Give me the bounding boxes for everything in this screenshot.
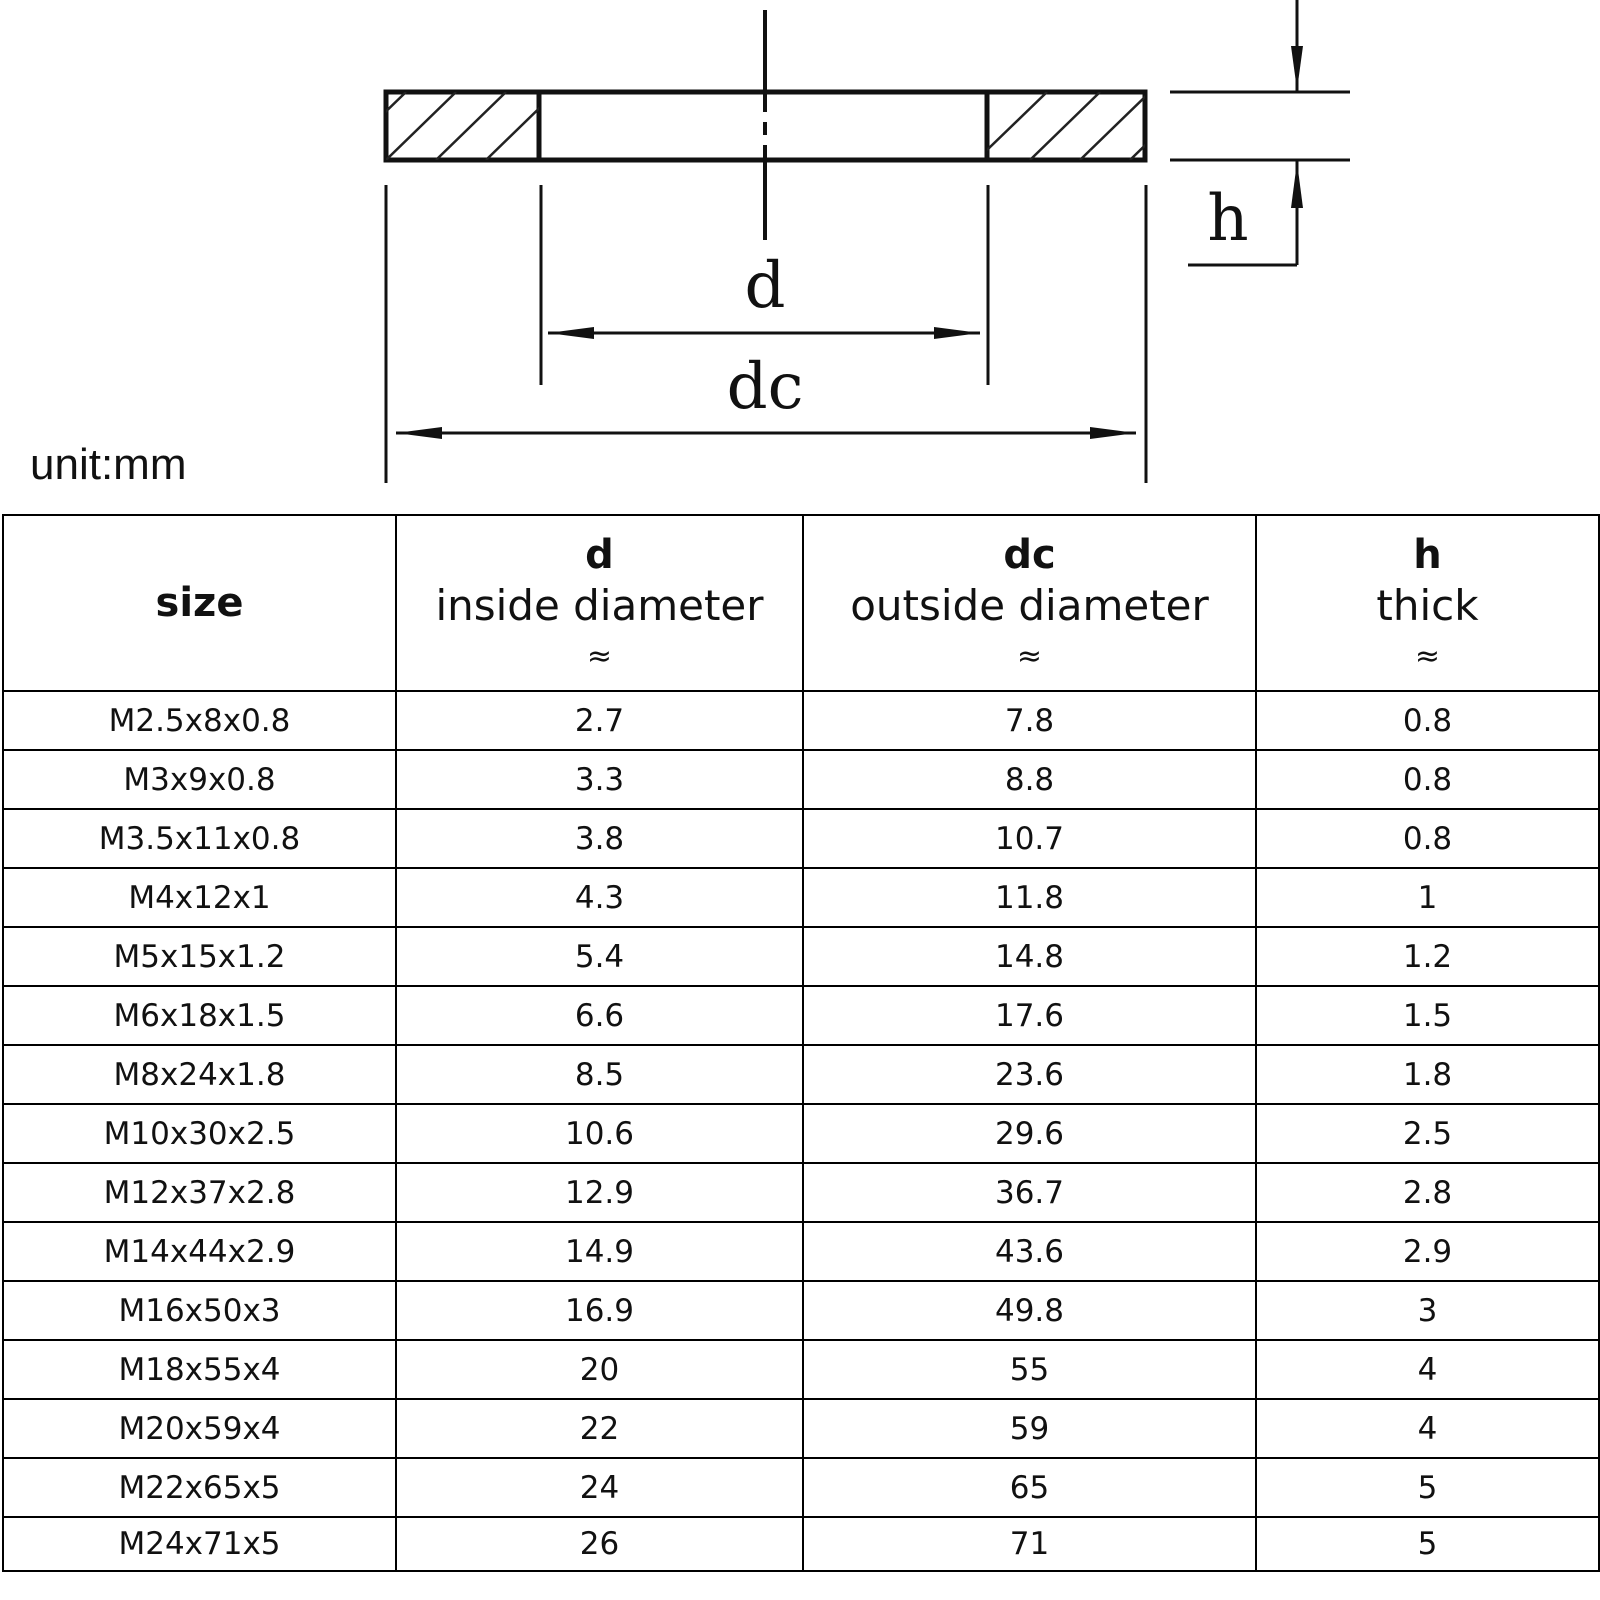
cell-thickness: 1.8 <box>1256 1045 1599 1104</box>
cell-size: M2.5x8x0.8 <box>3 691 396 750</box>
cell-inside-diameter: 5.4 <box>396 927 803 986</box>
cell-outside-diameter: 11.8 <box>803 868 1256 927</box>
table-row <box>3 1281 1599 1340</box>
table-row <box>3 1399 1599 1458</box>
cell-thickness: 2.8 <box>1256 1163 1599 1222</box>
header-approx: ≈ <box>1016 638 1043 674</box>
cell-outside-diameter: 7.8 <box>803 691 1256 750</box>
cell-size: M14x44x2.9 <box>3 1222 396 1281</box>
table-row <box>3 927 1599 986</box>
cell-inside-diameter: 6.6 <box>396 986 803 1045</box>
table-row <box>3 1458 1599 1517</box>
header-description: inside diameter <box>435 580 764 630</box>
header-symbol: dc <box>1003 531 1056 578</box>
table-header-row <box>3 515 1599 691</box>
cell-inside-diameter: 24 <box>396 1458 803 1517</box>
cell-outside-diameter: 17.6 <box>803 986 1256 1045</box>
cell-thickness: 0.8 <box>1256 750 1599 809</box>
cell-inside-diameter: 8.5 <box>396 1045 803 1104</box>
header-approx: ≈ <box>586 638 613 674</box>
cell-thickness: 1 <box>1256 868 1599 927</box>
cell-thickness: 2.9 <box>1256 1222 1599 1281</box>
cell-thickness: 1.2 <box>1256 927 1599 986</box>
cell-inside-diameter: 3.3 <box>396 750 803 809</box>
header-symbol: d <box>585 531 614 578</box>
cell-inside-diameter: 4.3 <box>396 868 803 927</box>
washer-cross-section-drawing <box>0 0 1600 510</box>
hatching-right <box>987 92 1200 160</box>
table-row <box>3 750 1599 809</box>
dimension-label-d: d <box>744 249 786 323</box>
cell-thickness: 4 <box>1256 1340 1599 1399</box>
cell-outside-diameter: 59 <box>803 1399 1256 1458</box>
arrow-h-bottom <box>1291 162 1303 208</box>
cell-thickness: 2.5 <box>1256 1104 1599 1163</box>
cell-size: M3x9x0.8 <box>3 750 396 809</box>
arrow-h-top <box>1291 46 1303 90</box>
table-row <box>3 691 1599 750</box>
cell-inside-diameter: 16.9 <box>396 1281 803 1340</box>
cell-size: M20x59x4 <box>3 1399 396 1458</box>
cell-size: M24x71x5 <box>3 1517 396 1571</box>
cell-outside-diameter: 55 <box>803 1340 1256 1399</box>
table-row <box>3 1163 1599 1222</box>
cell-thickness: 5 <box>1256 1458 1599 1517</box>
cell-inside-diameter: 14.9 <box>396 1222 803 1281</box>
cell-outside-diameter: 71 <box>803 1517 1256 1571</box>
cell-size: M22x65x5 <box>3 1458 396 1517</box>
cell-inside-diameter: 12.9 <box>396 1163 803 1222</box>
header-size-label: size <box>155 580 244 626</box>
arrow-dc-right <box>1090 427 1136 439</box>
cell-thickness: 1.5 <box>1256 986 1599 1045</box>
cell-outside-diameter: 65 <box>803 1458 1256 1517</box>
table-row <box>3 1340 1599 1399</box>
cell-size: M12x37x2.8 <box>3 1163 396 1222</box>
table-row <box>3 868 1599 927</box>
cell-inside-diameter: 20 <box>396 1340 803 1399</box>
cell-outside-diameter: 8.8 <box>803 750 1256 809</box>
dimension-label-h: h <box>1207 182 1249 256</box>
header-outside-diameter <box>803 515 1256 691</box>
table-row <box>3 809 1599 868</box>
cell-inside-diameter: 3.8 <box>396 809 803 868</box>
cell-thickness: 3 <box>1256 1281 1599 1340</box>
cell-thickness: 5 <box>1256 1517 1599 1571</box>
table-row <box>3 1222 1599 1281</box>
table-row <box>3 1045 1599 1104</box>
header-inside-diameter <box>396 515 803 691</box>
cell-size: M8x24x1.8 <box>3 1045 396 1104</box>
table-row <box>3 1517 1599 1571</box>
cell-inside-diameter: 26 <box>396 1517 803 1571</box>
header-approx: ≈ <box>1414 638 1441 674</box>
dimension-label-dc: dc <box>726 350 804 424</box>
header-description: outside diameter <box>850 580 1209 630</box>
cell-size: M18x55x4 <box>3 1340 396 1399</box>
cell-outside-diameter: 23.6 <box>803 1045 1256 1104</box>
washer-spec-table <box>2 514 1600 1572</box>
cell-inside-diameter: 10.6 <box>396 1104 803 1163</box>
cell-thickness: 4 <box>1256 1399 1599 1458</box>
cell-outside-diameter: 14.8 <box>803 927 1256 986</box>
cell-inside-diameter: 2.7 <box>396 691 803 750</box>
cell-size: M3.5x11x0.8 <box>3 809 396 868</box>
cell-size: M16x50x3 <box>3 1281 396 1340</box>
arrow-dc-left <box>396 427 442 439</box>
table-row <box>3 986 1599 1045</box>
cell-size: M5x15x1.2 <box>3 927 396 986</box>
cell-size: M6x18x1.5 <box>3 986 396 1045</box>
unit-label: unit:mm <box>30 440 187 489</box>
cell-outside-diameter: 36.7 <box>803 1163 1256 1222</box>
header-thickness <box>1256 515 1599 691</box>
header-size <box>3 515 396 691</box>
cell-outside-diameter: 29.6 <box>803 1104 1256 1163</box>
cell-inside-diameter: 22 <box>396 1399 803 1458</box>
cell-outside-diameter: 10.7 <box>803 809 1256 868</box>
arrow-d-right <box>934 327 980 339</box>
cell-thickness: 0.8 <box>1256 809 1599 868</box>
cell-size: M4x12x1 <box>3 868 396 927</box>
hatching-left <box>336 92 556 160</box>
arrow-d-left <box>548 327 594 339</box>
header-symbol: h <box>1413 531 1442 578</box>
cell-outside-diameter: 49.8 <box>803 1281 1256 1340</box>
cell-size: M10x30x2.5 <box>3 1104 396 1163</box>
header-description: thick <box>1376 580 1479 630</box>
cell-thickness: 0.8 <box>1256 691 1599 750</box>
cell-outside-diameter: 43.6 <box>803 1222 1256 1281</box>
table-row <box>3 1104 1599 1163</box>
